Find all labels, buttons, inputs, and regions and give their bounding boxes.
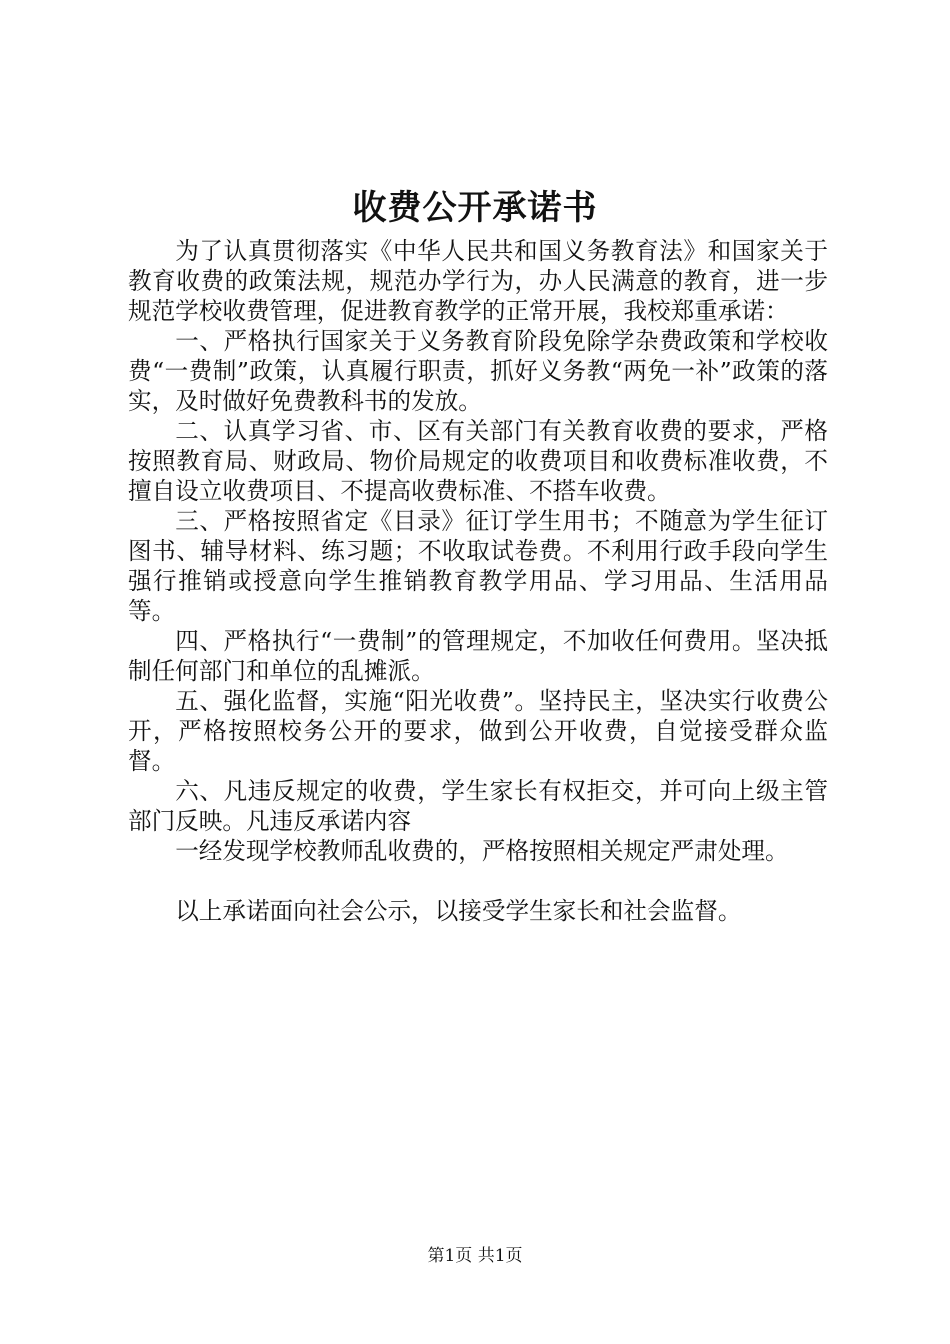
paragraph-item-1: 一、严格执行国家关于义务教育阶段免除学杂费政策和学校收费“一费制”政策，认真履行职责，抓好义务教“两免一补”政策的落实，及时做好免费教科书的发放。 — [128, 327, 828, 415]
paragraph-item-3: 三、严格按照省定《目录》征订学生用书；不随意为学生征订图书、辅导材料、练习题；不收取试卷费。不利用行政手段向学生强行推销或授意向学生推销教育教学用品、学习用品、生活用品等。 — [128, 507, 828, 625]
paragraph-item-5: 五、强化监督，实施“阳光收费”。坚持民主，坚决实行收费公开，严格按照校务公开的要求，做到公开收费，自觉接受群众监督。 — [128, 687, 828, 775]
paragraph-item-6-continued: 一经发现学校教师乱收费的，严格按照相关规定严肃处理。 — [175, 837, 789, 865]
paragraph-closing: 以上承诺面向社会公示，以接受学生家长和社会监督。 — [175, 897, 742, 925]
paragraph-item-4: 四、严格执行“一费制”的管理规定，不加收任何费用。坚决抵制任何部门和单位的乱摊派。 — [128, 627, 828, 685]
paragraph-intro: 为了认真贯彻落实《中华人民共和国义务教育法》和国家关于教育收费的政策法规，规范办学行为，办人民满意的教育，进一步规范学校收费管理，促进教育教学的正常开展，我校郑重承诺： — [128, 237, 828, 325]
document-body — [128, 236, 828, 926]
document-title: 收费公开承诺书 — [352, 188, 598, 228]
paragraph-item-6: 六、凡违反规定的收费，学生家长有权拒交，并可向上级主管部门反映。凡违反承诺内容 — [128, 777, 828, 835]
paragraph-item-2: 二、认真学习省、市、区有关部门有关教育收费的要求，严格按照教育局、财政局、物价局规定的收费项目和收费标准收费，不擅自设立收费项目、不提高收费标准、不搭车收费。 — [128, 417, 828, 505]
page-footer: 第1页 共1页 — [427, 1246, 523, 1266]
